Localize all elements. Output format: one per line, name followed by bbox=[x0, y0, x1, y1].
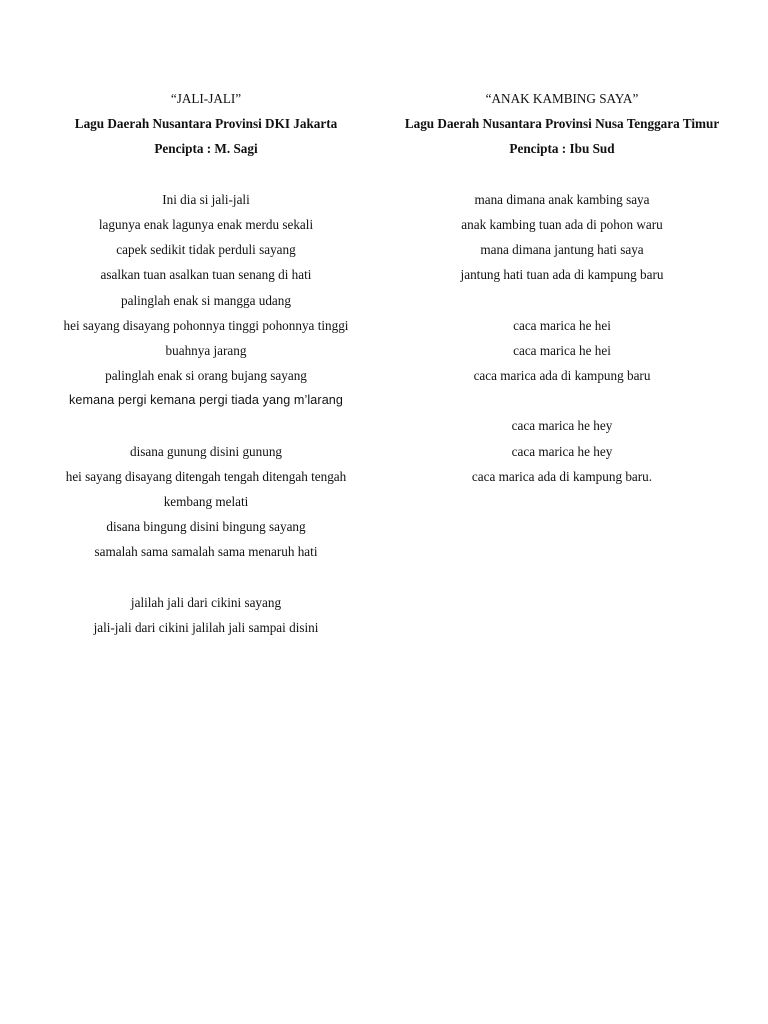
lyric-line: caca marica he hey bbox=[511, 418, 613, 434]
lyric-line: hei sayang disayang pohonnya tinggi pohonnya tinggi bbox=[63, 317, 349, 333]
lyric-line: kembang melati bbox=[163, 494, 249, 509]
stanza-break bbox=[386, 288, 738, 313]
stanza-break bbox=[386, 388, 738, 413]
stanza-break bbox=[28, 413, 384, 438]
song-subtitle: Lagu Daerah Nusantara Provinsi DKI Jakarta bbox=[74, 116, 338, 132]
lyric-line: caca marica he hey bbox=[511, 443, 613, 459]
song-title: “ANAK KAMBING SAYA” bbox=[485, 91, 639, 106]
lyric-line: palinglah enak si orang bujang sayang bbox=[105, 368, 307, 384]
lyric-line: mana dimana jantung hati saya bbox=[480, 242, 644, 258]
lyric-line: disana bingung disini bingung sayang bbox=[106, 519, 306, 535]
song-anak-kambing-saya bbox=[386, 86, 738, 489]
lyric-line: jalilah jali dari cikini sayang bbox=[130, 594, 282, 610]
lyric-line: samalah sama samalah sama menaruh hati bbox=[94, 544, 318, 560]
lyric-line: capek sedikit tidak perduli sayang bbox=[116, 242, 296, 258]
lyric-line: mana dimana anak kambing saya bbox=[474, 191, 650, 207]
lyric-line: kemana pergi kemana pergi tiada yang m’larang bbox=[68, 393, 344, 408]
lyric-line: caca marica he hei bbox=[513, 317, 611, 333]
lyric-line: lagunya enak lagunya enak merdu sekali bbox=[98, 216, 314, 232]
lyric-line: Ini dia si jali-jali bbox=[162, 191, 250, 207]
lyric-line: jantung hati tuan ada di kampung baru bbox=[460, 267, 664, 283]
spacer bbox=[28, 162, 384, 187]
lyric-line: disana gunung disini gunung bbox=[129, 443, 283, 459]
song-composer: Pencipta : M. Sagi bbox=[154, 141, 258, 157]
song-jali-jali bbox=[28, 86, 384, 640]
spacer bbox=[386, 162, 738, 187]
song-title: “JALI-JALI” bbox=[170, 91, 242, 106]
stanza-break bbox=[28, 565, 384, 590]
lyric-line: hei sayang disayang ditengah tengah ditengah tengah bbox=[65, 468, 347, 484]
song-composer: Pencipta : Ibu Sud bbox=[509, 141, 615, 157]
lyric-line: jali-jali dari cikini jalilah jali sampai disini bbox=[93, 619, 319, 635]
lyric-line: anak kambing tuan ada di pohon waru bbox=[461, 216, 663, 232]
lyric-line: asalkan tuan asalkan tuan senang di hati bbox=[100, 267, 312, 283]
lyric-line: caca marica ada di kampung baru. bbox=[471, 468, 653, 484]
lyric-line: caca marica he hei bbox=[513, 342, 611, 358]
lyric-line: caca marica ada di kampung baru bbox=[473, 368, 651, 384]
lyric-line: palinglah enak si mangga udang bbox=[121, 292, 291, 308]
lyric-line: buahnya jarang bbox=[165, 342, 247, 358]
song-subtitle: Lagu Daerah Nusantara Provinsi Nusa Tenggara Timur bbox=[404, 116, 720, 132]
